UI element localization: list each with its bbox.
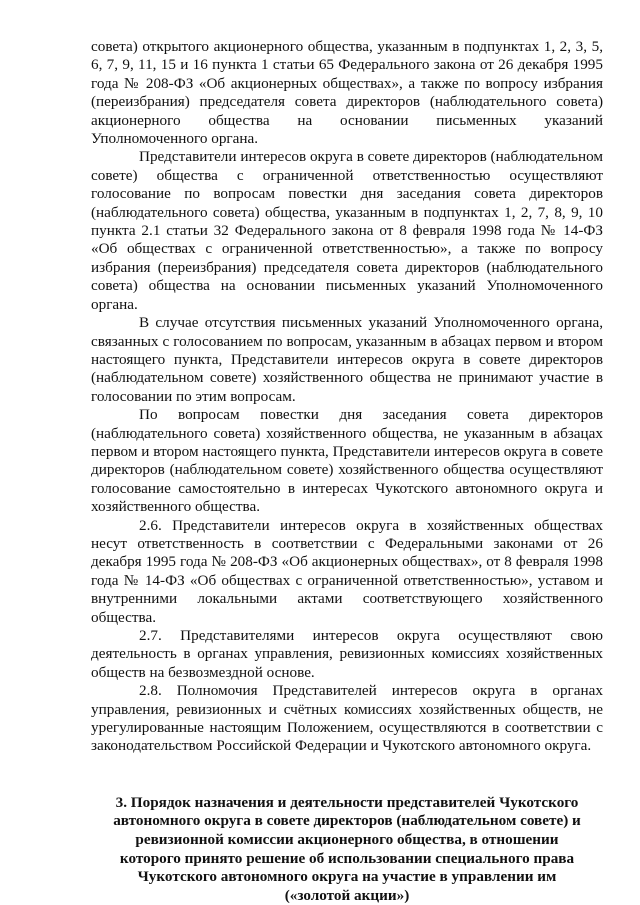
paragraph-no-instructions: В случае отсутствия письменных указаний Уполномоченного органа, связанных с голосованием по вопросам, указанным в абзацах первом и втором настоящего пункта, Представители интересов округа в совете директоров (наблюдательном совете) хозяйственного общества не принимают участие в голосовании по этим вопросам.: [91, 314, 603, 405]
section-3-heading: 3. Порядок назначения и деятельности представителей Чукотского автономного округа в совете директоров (наблюдательном совете) и ревизионной комиссии акционерного общества, в отношении которого принято решение об использовании специального права Чукотского автономного округа на участие в управлении им («золотой акции»): [113, 793, 581, 904]
paragraph-llc-voting: Представители интересов округа в совете директоров (наблюдательном совете) общества с ограниченной ответственностью осуществляют голосование по вопросам повестки дня заседания совета директоров (наблюдательного совета) общества, указанным в подпунктах 1, 2, 7, 8, 9, 10 пункта 2.1 статьи 32 Федерального закона от 8 февраля 1998 года № 14-ФЗ «Об обществах с ограниченной ответственностью», а также по вопросу избрания (переизбрания) председателя совета директоров (наблюдательного совета) общества на основании письменных указаний Уполномоченного органа.: [91, 148, 603, 313]
paragraph-independent-voting: По вопросам повестки дня заседания совета директоров (наблюдательного совета) хозяйственного общества, не указанным в абзацах первом и втором настоящего пункта, Представители интересов округа в совете директоров (наблюдательном совете) хозяйственного общества осуществляют голосование самостоятельно в интересах Чукотского автономного округа и хозяйственного общества.: [91, 406, 603, 516]
paragraph-2-7: 2.7. Представителями интересов округа осуществляют свою деятельность в органах управления, ревизионных комиссиях хозяйственных обществ на безвозмездной основе.: [91, 627, 603, 681]
paragraph-2-8: 2.8. Полномочия Представителей интересов округа в органах управления, ревизионных и счётных комиссиях хозяйственных обществ, не урегулированные настоящим Положением, осуществляются в соответствии с законодательством Российской Федерации и Чукотского автономного округа.: [91, 682, 603, 755]
paragraph-2-6: 2.6. Представители интересов округа в хозяйственных обществах несут ответственность в соответствии с Федеральными законами от 26 декабря 1995 года № 208-ФЗ «Об акционерных обществах», от 8 февраля 1998 года № 14-ФЗ «Об обществах с ограниченной ответственностью», уставом и внутренними локальными актами соответствующего хозяйственного общества.: [91, 516, 603, 626]
document-page: [91, 38, 603, 905]
paragraph-continuation: совета) открытого акционерного общества, указанным в подпунктах 1, 2, 3, 5, 6, 7, 9, 11, 15 и 16 пункта 1 статьи 65 Федерального закона от 26 декабря 1995 года № 208-ФЗ «Об акционерных обществах», а также по вопросу избрания (переизбрания) председателя совета директоров (наблюдательного совета) акционерного общества на основании письменных указаний Уполномоченного органа.: [91, 38, 603, 148]
